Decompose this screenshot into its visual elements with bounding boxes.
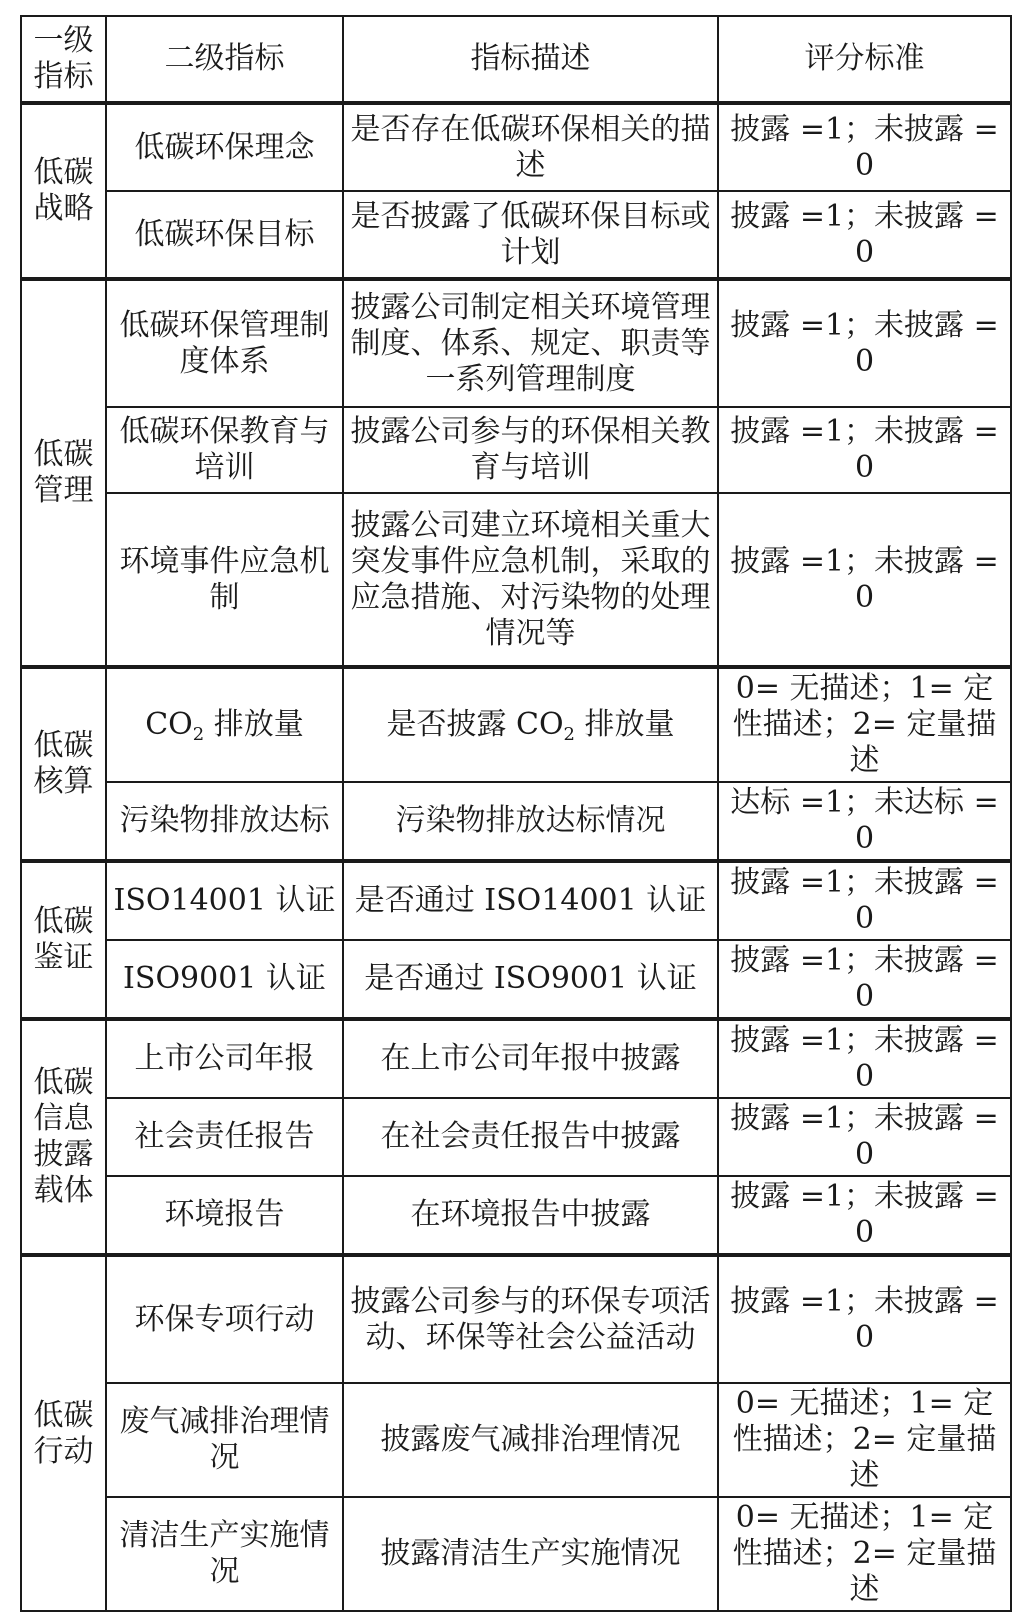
header-level1: 一级指标 bbox=[21, 16, 106, 103]
table-row bbox=[21, 407, 1011, 493]
scoring-cell: 披露 =1；未披露 =0 bbox=[718, 493, 1011, 667]
scoring-cell: 达标 =1；未达标 =0 bbox=[718, 782, 1011, 861]
scoring-cell: 披露 =1；未披露 =0 bbox=[718, 1098, 1011, 1176]
scoring-cell: 披露 =1；未披露 =0 bbox=[718, 191, 1011, 279]
description-cell: 披露公司参与的环保专项活动、环保等社会公益活动 bbox=[343, 1255, 718, 1383]
scoring-cell: 披露 =1；未披露 =0 bbox=[718, 407, 1011, 493]
co2-desc-subscript: 2 bbox=[563, 724, 575, 745]
description-cell: 是否披露了低碳环保目标或计划 bbox=[343, 191, 718, 279]
table-row bbox=[21, 1019, 1011, 1098]
group-name: 低碳管理 bbox=[21, 279, 106, 667]
indicator-cell: 上市公司年报 bbox=[106, 1019, 343, 1098]
description-cell: 是否通过 ISO9001 认证 bbox=[343, 940, 718, 1019]
description-cell: 污染物排放达标情况 bbox=[343, 782, 718, 861]
description-cell: 在环境报告中披露 bbox=[343, 1176, 718, 1255]
group-name: 低碳鉴证 bbox=[21, 861, 106, 1019]
description-cell: 披露公司参与的环保相关教育与培训 bbox=[343, 407, 718, 493]
indicator-cell: 低碳环保管理制度体系 bbox=[106, 279, 343, 407]
table-row bbox=[21, 667, 1011, 782]
indicator-cell: 清洁生产实施情况 bbox=[106, 1497, 343, 1611]
header-description: 指标描述 bbox=[343, 16, 718, 103]
table-row bbox=[21, 1497, 1011, 1611]
table-row bbox=[21, 1098, 1011, 1176]
table-row bbox=[21, 191, 1011, 279]
indicator-table bbox=[20, 15, 1012, 1612]
indicator-cell bbox=[106, 667, 343, 782]
group-name: 低碳行动 bbox=[21, 1255, 106, 1611]
table-row bbox=[21, 861, 1011, 940]
group-name: 低碳战略 bbox=[21, 103, 106, 279]
scoring-cell: 披露 =1；未披露 =0 bbox=[718, 861, 1011, 940]
table-row bbox=[21, 1176, 1011, 1255]
indicator-cell: 污染物排放达标 bbox=[106, 782, 343, 861]
co2-label: CO bbox=[145, 707, 193, 742]
description-cell: 披露公司建立环境相关重大突发事件应急机制，采取的应急措施、对污染物的处理情况等 bbox=[343, 493, 718, 667]
description-cell: 披露废气减排治理情况 bbox=[343, 1383, 718, 1497]
description-cell: 披露公司制定相关环境管理制度、体系、规定、职责等一系列管理制度 bbox=[343, 279, 718, 407]
table-row bbox=[21, 782, 1011, 861]
description-cell: 是否存在低碳环保相关的描述 bbox=[343, 103, 718, 191]
table-row bbox=[21, 279, 1011, 407]
scoring-cell: 披露 =1；未披露 =0 bbox=[718, 940, 1011, 1019]
scoring-cell: 披露 =1；未披露 =0 bbox=[718, 1019, 1011, 1098]
co2-suffix: 排放量 bbox=[204, 707, 304, 742]
indicator-cell: ISO14001 认证 bbox=[106, 861, 343, 940]
description-cell: 在社会责任报告中披露 bbox=[343, 1098, 718, 1176]
co2-subscript: 2 bbox=[192, 724, 205, 745]
header-level2: 二级指标 bbox=[106, 16, 343, 103]
scoring-cell: 披露 =1；未披露 =0 bbox=[718, 103, 1011, 191]
table-row bbox=[21, 103, 1011, 191]
header-scoring: 评分标准 bbox=[718, 16, 1011, 103]
description-cell: 在上市公司年报中披露 bbox=[343, 1019, 718, 1098]
scoring-cell: 0= 无描述；1= 定性描述；2= 定量描述 bbox=[718, 1383, 1011, 1497]
description-cell: 披露清洁生产实施情况 bbox=[343, 1497, 718, 1611]
scoring-cell: 披露 =1；未披露 =0 bbox=[718, 1255, 1011, 1383]
indicator-table-container bbox=[20, 15, 1012, 1612]
description-cell bbox=[343, 667, 718, 782]
indicator-cell: ISO9001 认证 bbox=[106, 940, 343, 1019]
table-row bbox=[21, 1255, 1011, 1383]
scoring-cell: 0= 无描述；1= 定性描述；2= 定量描述 bbox=[718, 667, 1011, 782]
indicator-cell: 低碳环保目标 bbox=[106, 191, 343, 279]
scoring-cell: 披露 =1；未披露 =0 bbox=[718, 1176, 1011, 1255]
co2-desc-prefix: 是否披露 CO bbox=[386, 707, 564, 742]
header-row bbox=[21, 16, 1011, 103]
table-row bbox=[21, 940, 1011, 1019]
table-row bbox=[21, 1383, 1011, 1497]
description-cell: 是否通过 ISO14001 认证 bbox=[343, 861, 718, 940]
group-name: 低碳信息披露载体 bbox=[21, 1019, 106, 1255]
scoring-cell: 披露 =1；未披露 =0 bbox=[718, 279, 1011, 407]
indicator-cell: 环境事件应急机制 bbox=[106, 493, 343, 667]
indicator-cell: 环保专项行动 bbox=[106, 1255, 343, 1383]
table-row bbox=[21, 493, 1011, 667]
scoring-cell: 0= 无描述；1= 定性描述；2= 定量描述 bbox=[718, 1497, 1011, 1611]
co2-desc-suffix: 排放量 bbox=[575, 707, 675, 742]
indicator-cell: 低碳环保教育与培训 bbox=[106, 407, 343, 493]
indicator-cell: 低碳环保理念 bbox=[106, 103, 343, 191]
indicator-cell: 环境报告 bbox=[106, 1176, 343, 1255]
indicator-cell: 废气减排治理情况 bbox=[106, 1383, 343, 1497]
group-name: 低碳核算 bbox=[21, 667, 106, 861]
indicator-cell: 社会责任报告 bbox=[106, 1098, 343, 1176]
